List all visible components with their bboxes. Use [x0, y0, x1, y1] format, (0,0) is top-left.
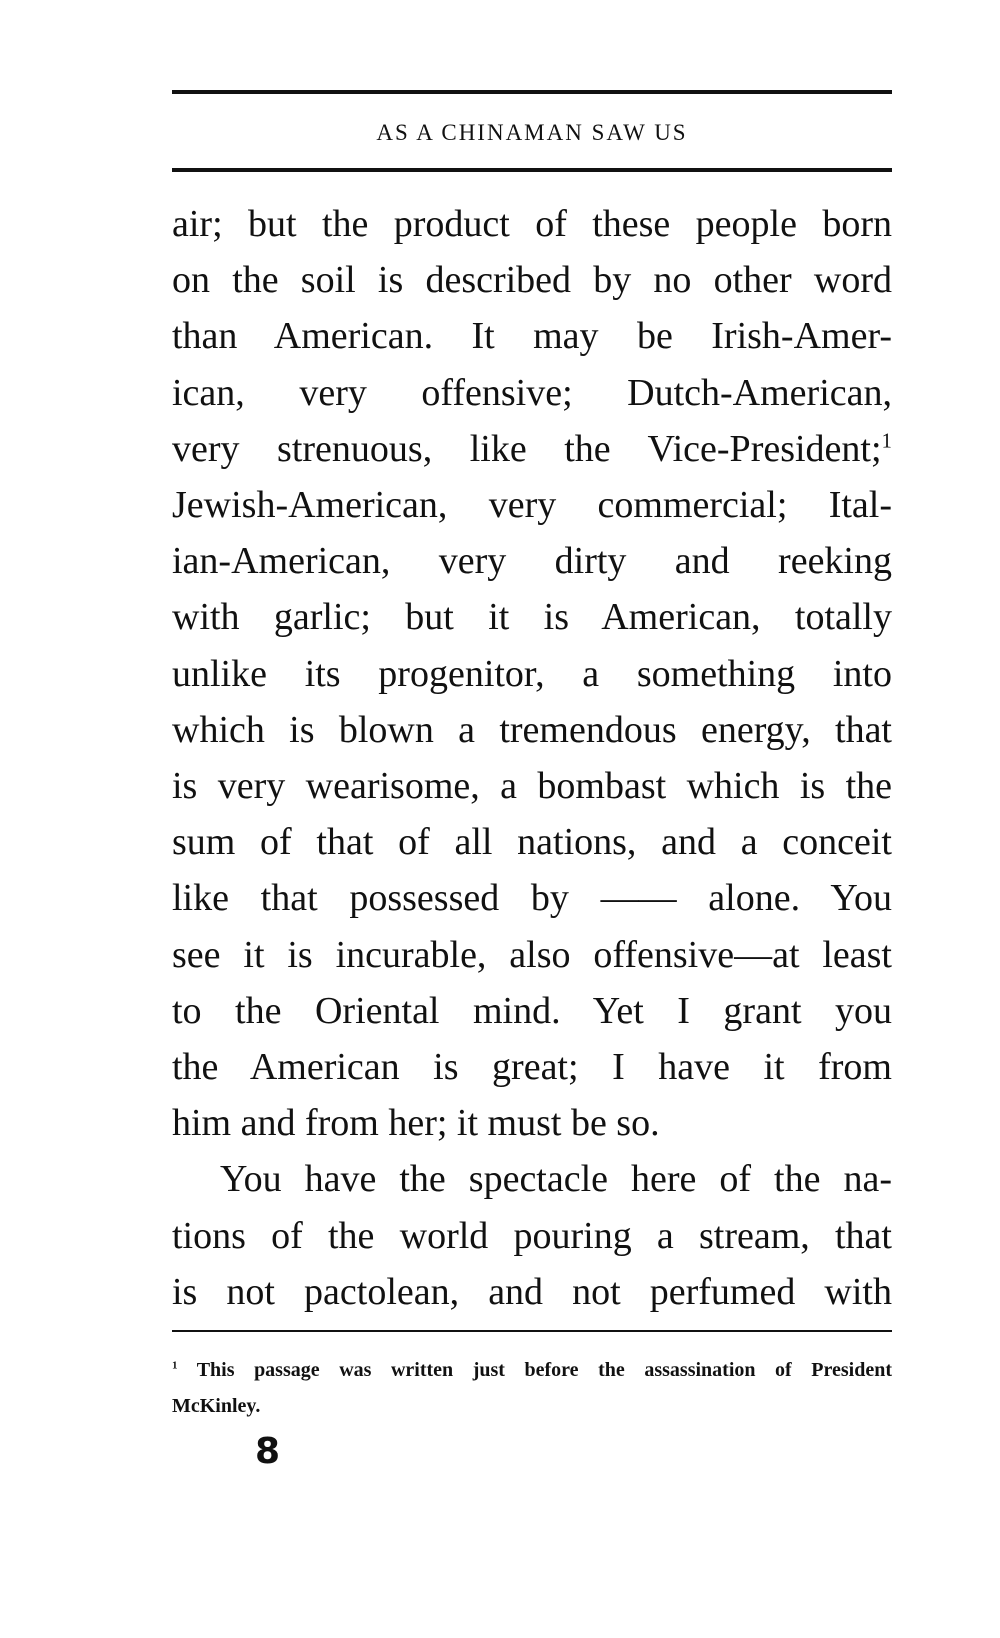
text-line: tions of the world pouring a stream, that [172, 1214, 892, 1257]
text-line: sum of that of all nations, and a conceit [172, 821, 892, 864]
top-rule [172, 90, 892, 94]
footnote-rule [172, 1330, 892, 1332]
footnote-line [172, 1352, 892, 1388]
text-line: ican, very offensive; Dutch-American, [172, 371, 892, 414]
running-head: AS A CHINAMAN SAW US [376, 120, 688, 145]
text-line: ian-American, very dirty and reeking [172, 540, 892, 583]
footnote-marker: 1 [172, 1359, 178, 1372]
page-number: 8 [255, 1431, 281, 1472]
text-line: air; but the product of these people born [172, 203, 892, 245]
footnote-reference: 1 [881, 428, 892, 453]
text-line: with garlic; but it is American, totally [172, 596, 892, 639]
text-line-content: very strenuous, like the Vice-President; [172, 427, 882, 470]
text-line: Jewish-American, very commercial; Ital- [172, 484, 892, 527]
text-line: to the Oriental mind. Yet I grant you [172, 989, 892, 1032]
body-text [172, 196, 892, 1320]
text-line: is not pactolean, and not perfumed with [172, 1270, 892, 1313]
paragraph-start-line: You have the spectacle here of the na- [220, 1158, 892, 1201]
text-line: on the soil is described by no other word [172, 259, 892, 302]
text-line: than American. It may be Irish-Amer- [172, 315, 892, 358]
text-line-with-footnote-ref [172, 421, 892, 477]
text-line: is very wearisome, a bombast which is the [172, 765, 892, 808]
text-line: the American is great; I have it from [172, 1046, 892, 1089]
text-line: him and from her; it must be so. [172, 1102, 660, 1145]
text-line: unlike its progenitor, a something into [172, 652, 892, 695]
text-line: like that possessed by —— alone. You [172, 877, 892, 920]
footnote-line: McKinley. [172, 1395, 261, 1417]
header-rule [172, 168, 892, 172]
footnote [172, 1352, 892, 1424]
text-line: see it is incurable, also offensive—at least [172, 933, 892, 976]
text-line: which is blown a tremendous energy, that [172, 708, 892, 751]
footnote-text: This passage was written just before the assassination of President [196, 1359, 893, 1381]
